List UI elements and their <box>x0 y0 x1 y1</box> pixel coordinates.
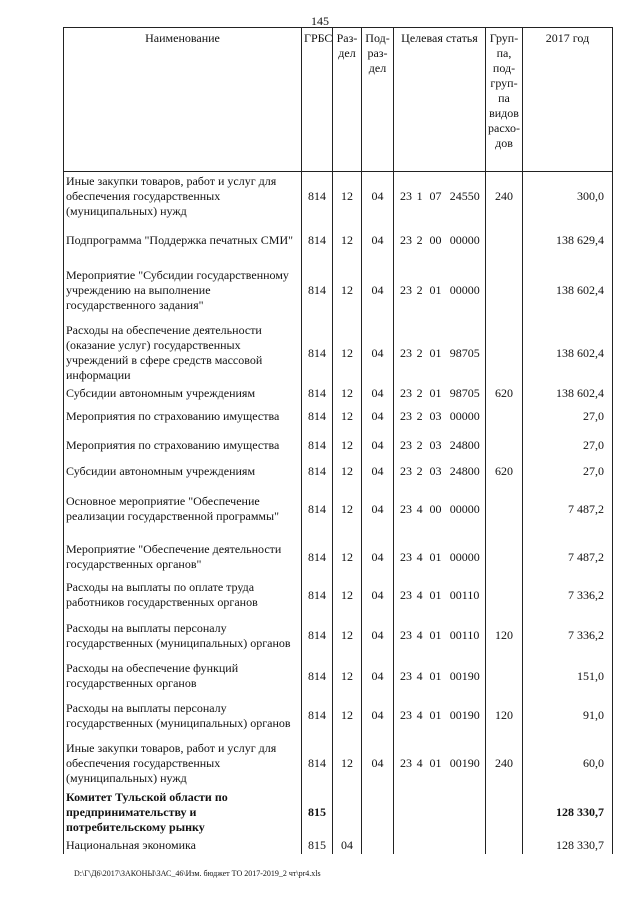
table-row <box>64 739 613 789</box>
target-article-part: 01 <box>429 345 442 360</box>
target-article-part: 23 <box>400 708 412 722</box>
row-podrazdel: 04 <box>362 260 394 322</box>
target-article-part: 00000 <box>449 549 480 564</box>
target-article-part: 00000 <box>449 408 480 423</box>
row-podrazdel: 04 <box>362 402 394 431</box>
target-article-part: 4 <box>416 587 423 602</box>
row-grbs: 814 <box>302 431 333 460</box>
target-article-part: 23 <box>400 668 412 683</box>
target-article-part: 01 <box>429 549 442 564</box>
row-name: Расходы на обеспечение деятельности (оказание услуг) государственных учреждений в сфере средств массовой информации <box>64 322 302 385</box>
table-row <box>64 612 613 660</box>
table-row <box>64 260 613 322</box>
row-year-sum: 138 602,4 <box>523 385 613 402</box>
row-razdel: 12 <box>333 385 362 402</box>
row-name: Субсидии автономным учреждениям <box>64 385 302 402</box>
budget-table <box>63 27 613 854</box>
table-row <box>64 660 613 693</box>
table-body <box>64 172 613 854</box>
row-razdel: 12 <box>333 660 362 693</box>
row-expense-type <box>486 483 523 536</box>
target-article-part: 00190 <box>449 756 480 770</box>
row-razdel: 12 <box>333 460 362 483</box>
target-article-part: 03 <box>429 437 442 452</box>
row-podrazdel <box>362 789 394 837</box>
row-year-sum: 138 602,4 <box>523 260 613 322</box>
row-grbs: 814 <box>302 222 333 260</box>
row-grbs: 814 <box>302 460 333 483</box>
row-expense-type <box>486 431 523 460</box>
target-article-part: 00110 <box>449 587 480 602</box>
target-article-part: 00 <box>429 501 442 516</box>
row-podrazdel: 04 <box>362 460 394 483</box>
header-expense-type: Груп-па, под-груп-па видов расхо-дов <box>486 28 523 172</box>
footer-file-path: D:\Г\Д6\2017\ЗАКОНЫ\ЗАС_46\Изм. бюджет ТО 2017-2019_2 чт\pr4.xls <box>74 869 321 878</box>
target-article-part: 01 <box>429 628 442 642</box>
row-name: Субсидии автономным учреждениям <box>64 460 302 483</box>
row-grbs: 814 <box>302 260 333 322</box>
table-row <box>64 322 613 385</box>
target-article-part: 98705 <box>449 385 480 400</box>
header-podrazdel: Под-раз-дел <box>362 28 394 172</box>
row-year-sum: 7 336,2 <box>523 579 613 612</box>
row-name: Иные закупки товаров, работ и услуг для обеспечения государственных (муниципальных) нужд <box>64 739 302 789</box>
row-grbs: 814 <box>302 483 333 536</box>
row-razdel: 12 <box>333 483 362 536</box>
row-grbs: 815 <box>302 837 333 854</box>
row-razdel: 12 <box>333 693 362 739</box>
row-year-sum: 128 330,7 <box>523 837 613 854</box>
row-target-article <box>394 260 486 322</box>
row-grbs: 814 <box>302 172 333 222</box>
row-grbs: 814 <box>302 322 333 385</box>
target-article-part: 01 <box>429 283 442 297</box>
row-podrazdel: 04 <box>362 172 394 222</box>
row-target-article <box>394 483 486 536</box>
header-name: Наименование <box>64 28 302 172</box>
row-target-article <box>394 612 486 660</box>
row-target-article <box>394 536 486 579</box>
target-article-part: 23 <box>400 233 412 247</box>
row-target-article <box>394 837 486 854</box>
row-name: Мероприятия по страхованию имущества <box>64 402 302 431</box>
table-row <box>64 536 613 579</box>
target-article-part: 2 <box>416 233 423 247</box>
table-row <box>64 483 613 536</box>
row-podrazdel: 04 <box>362 536 394 579</box>
row-razdel: 12 <box>333 402 362 431</box>
target-article-part: 00110 <box>449 628 480 642</box>
target-article-part: 00000 <box>449 233 480 247</box>
row-razdel: 12 <box>333 260 362 322</box>
row-podrazdel: 04 <box>362 579 394 612</box>
row-year-sum: 128 330,7 <box>523 789 613 837</box>
target-article-part: 23 <box>400 385 412 400</box>
row-podrazdel: 04 <box>362 483 394 536</box>
row-name: Комитет Тульской области по предпринимательству и потребительскому рынку <box>64 789 302 837</box>
row-year-sum: 27,0 <box>523 460 613 483</box>
table-row <box>64 579 613 612</box>
row-year-sum: 300,0 <box>523 172 613 222</box>
row-podrazdel <box>362 837 394 854</box>
target-article-part: 03 <box>429 408 442 423</box>
header-grbs: ГРБС <box>302 28 333 172</box>
row-year-sum: 27,0 <box>523 402 613 431</box>
target-article-part: 23 <box>400 283 412 297</box>
row-target-article <box>394 579 486 612</box>
row-razdel: 12 <box>333 172 362 222</box>
row-expense-type <box>486 402 523 431</box>
row-year-sum: 7 487,2 <box>523 483 613 536</box>
row-name: Основное мероприятие "Обеспечение реализации государственной программы" <box>64 483 302 536</box>
row-grbs: 814 <box>302 739 333 789</box>
target-article-part: 23 <box>400 549 412 564</box>
target-article-part: 2 <box>416 437 423 452</box>
row-name: Расходы на выплаты по оплате труда работников государственных органов <box>64 579 302 612</box>
table-row <box>64 431 613 460</box>
row-grbs: 814 <box>302 385 333 402</box>
row-year-sum: 60,0 <box>523 739 613 789</box>
table-row <box>64 172 613 222</box>
row-target-article <box>394 402 486 431</box>
row-target-article <box>394 460 486 483</box>
row-razdel: 12 <box>333 536 362 579</box>
table-row <box>64 789 613 837</box>
row-target-article <box>394 693 486 739</box>
table-row <box>64 693 613 739</box>
target-article-part: 1 <box>416 189 423 204</box>
row-grbs: 814 <box>302 402 333 431</box>
row-expense-type: 240 <box>486 172 523 222</box>
target-article-part: 00 <box>429 233 442 247</box>
table-header-row <box>64 28 613 172</box>
target-article-part: 01 <box>429 385 442 400</box>
target-article-part: 01 <box>429 708 442 722</box>
target-article-part: 01 <box>429 756 442 770</box>
header-razdel: Раз-дел <box>333 28 362 172</box>
row-name: Расходы на выплаты персоналу государственных (муниципальных) органов <box>64 612 302 660</box>
target-article-part: 00000 <box>449 501 480 516</box>
row-year-sum: 151,0 <box>523 660 613 693</box>
row-expense-type <box>486 789 523 837</box>
page-number: 145 <box>311 14 329 28</box>
row-target-article <box>394 322 486 385</box>
row-grbs: 814 <box>302 579 333 612</box>
target-article-part: 4 <box>416 756 423 770</box>
target-article-part: 2 <box>416 408 423 423</box>
row-podrazdel: 04 <box>362 322 394 385</box>
row-razdel: 12 <box>333 612 362 660</box>
row-expense-type: 620 <box>486 385 523 402</box>
row-year-sum: 7 336,2 <box>523 612 613 660</box>
target-article-part: 01 <box>429 587 442 602</box>
row-target-article <box>394 385 486 402</box>
row-name: Подпрограмма "Поддержка печатных СМИ" <box>64 222 302 260</box>
row-podrazdel: 04 <box>362 431 394 460</box>
table-row <box>64 402 613 431</box>
target-article-part: 23 <box>400 408 412 423</box>
target-article-part: 23 <box>400 189 412 204</box>
row-razdel: 12 <box>333 431 362 460</box>
target-article-part: 24800 <box>449 463 480 478</box>
target-article-part: 4 <box>416 501 423 516</box>
row-grbs: 814 <box>302 536 333 579</box>
row-expense-type <box>486 322 523 385</box>
row-expense-type <box>486 837 523 854</box>
target-article-part: 24800 <box>449 437 480 452</box>
target-article-part: 2 <box>416 463 423 478</box>
target-article-part: 23 <box>400 587 412 602</box>
target-article-part: 23 <box>400 501 412 516</box>
target-article-part: 2 <box>416 385 423 400</box>
target-article-part: 2 <box>416 283 423 297</box>
table-row <box>64 385 613 402</box>
row-name: Национальная экономика <box>64 837 302 854</box>
row-grbs: 814 <box>302 612 333 660</box>
row-podrazdel: 04 <box>362 660 394 693</box>
row-expense-type <box>486 260 523 322</box>
row-razdel: 12 <box>333 322 362 385</box>
target-article-part: 98705 <box>449 345 480 360</box>
target-article-part: 23 <box>400 437 412 452</box>
row-expense-type <box>486 579 523 612</box>
row-grbs: 814 <box>302 693 333 739</box>
row-expense-type: 120 <box>486 612 523 660</box>
target-article-part: 24550 <box>449 189 480 204</box>
row-podrazdel: 04 <box>362 693 394 739</box>
row-target-article <box>394 431 486 460</box>
header-year: 2017 год <box>523 28 613 172</box>
row-expense-type: 620 <box>486 460 523 483</box>
target-article-part: 00000 <box>449 283 480 297</box>
row-name: Расходы на выплаты персоналу государственных (муниципальных) органов <box>64 693 302 739</box>
row-expense-type: 240 <box>486 739 523 789</box>
target-article-part: 07 <box>429 189 442 204</box>
row-razdel: 04 <box>333 837 362 854</box>
target-article-part: 4 <box>416 628 423 642</box>
row-expense-type <box>486 222 523 260</box>
row-expense-type <box>486 660 523 693</box>
row-year-sum: 138 629,4 <box>523 222 613 260</box>
row-target-article <box>394 222 486 260</box>
row-name: Мероприятия по страхованию имущества <box>64 431 302 460</box>
target-article-part: 23 <box>400 756 412 770</box>
table-row <box>64 460 613 483</box>
row-year-sum: 27,0 <box>523 431 613 460</box>
row-target-article <box>394 660 486 693</box>
row-podrazdel: 04 <box>362 739 394 789</box>
target-article-part: 00190 <box>449 668 480 683</box>
row-expense-type: 120 <box>486 693 523 739</box>
row-name: Мероприятие "Субсидии государственному учреждению на выполнение государственного задания" <box>64 260 302 322</box>
row-grbs: 814 <box>302 660 333 693</box>
row-razdel: 12 <box>333 579 362 612</box>
header-target-article: Целевая статья <box>394 28 486 172</box>
row-razdel <box>333 789 362 837</box>
target-article-part: 4 <box>416 668 423 683</box>
row-name: Иные закупки товаров, работ и услуг для обеспечения государственных (муниципальных) нужд <box>64 172 302 222</box>
target-article-part: 4 <box>416 549 423 564</box>
row-podrazdel: 04 <box>362 612 394 660</box>
table-row <box>64 222 613 260</box>
target-article-part: 2 <box>416 345 423 360</box>
row-razdel: 12 <box>333 739 362 789</box>
target-article-part: 00190 <box>449 708 480 722</box>
row-podrazdel: 04 <box>362 385 394 402</box>
row-target-article <box>394 789 486 837</box>
row-name: Расходы на обеспечение функций государственных органов <box>64 660 302 693</box>
target-article-part: 23 <box>400 628 412 642</box>
row-year-sum: 91,0 <box>523 693 613 739</box>
row-name: Мероприятие "Обеспечение деятельности государственных органов" <box>64 536 302 579</box>
target-article-part: 4 <box>416 708 423 722</box>
row-razdel: 12 <box>333 222 362 260</box>
row-year-sum: 7 487,2 <box>523 536 613 579</box>
row-year-sum: 138 602,4 <box>523 322 613 385</box>
row-grbs: 815 <box>302 789 333 837</box>
row-target-article <box>394 172 486 222</box>
table-row <box>64 837 613 854</box>
row-target-article <box>394 739 486 789</box>
row-podrazdel: 04 <box>362 222 394 260</box>
target-article-part: 01 <box>429 668 442 683</box>
target-article-part: 23 <box>400 463 412 478</box>
target-article-part: 23 <box>400 345 412 360</box>
target-article-part: 03 <box>429 463 442 478</box>
row-expense-type <box>486 536 523 579</box>
